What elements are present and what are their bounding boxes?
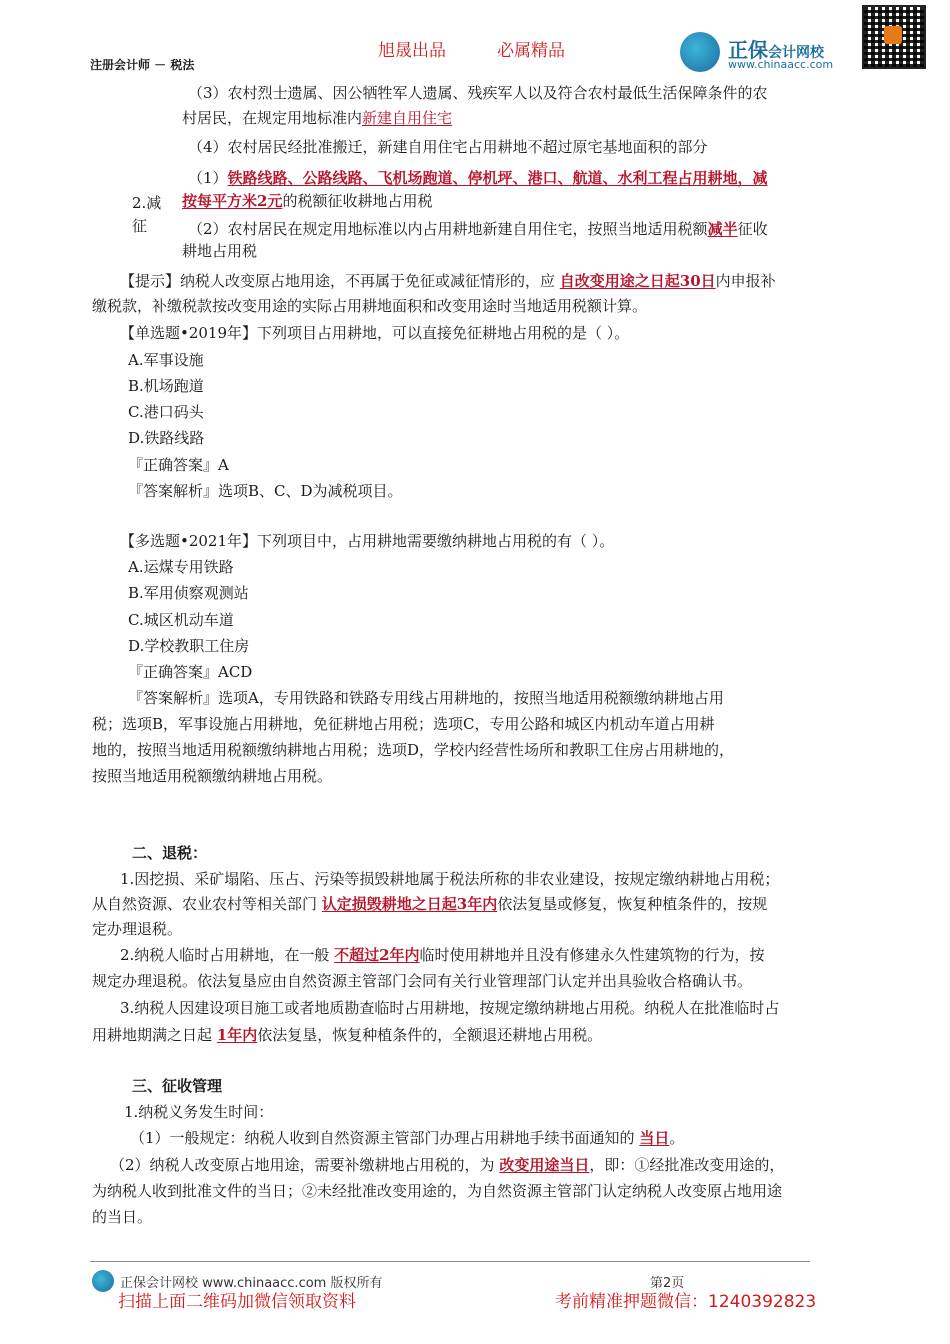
q2-analysis-line: 按照当地适用税额缴纳耕地占用税。 [92, 767, 333, 785]
qr-badge-icon [884, 26, 902, 44]
q2-title: 【多选题•2021年】下列项目中，占用耕地需要缴纳耕地占用税的有（ ）。 [120, 532, 615, 550]
brand-url: www.chinaacc.com [728, 58, 834, 71]
q2-option-b: B.军用侦察观测站 [128, 584, 249, 602]
collect-heading: 三、征收管理 [132, 1077, 223, 1095]
reduce-item2-b: 征收 [737, 220, 768, 238]
q1-option-b: B.机场跑道 [128, 377, 204, 395]
refund-heading: 二、退税： [132, 844, 208, 862]
tip-a: 【提示】纳税人改变原占地用途，不再属于免征或减征情形的，应 [120, 272, 560, 290]
reduce-item2-red: 减半 [707, 220, 738, 238]
exempt-highlight: 新建自用住宅 [362, 109, 453, 127]
refund-p3-b: 用耕地期满之日起 [92, 1026, 217, 1044]
doc-title: 注册会计师 － 税法 [90, 58, 195, 72]
q1-analysis: 『答案解析』选项B、C、D为减税项目。 [128, 482, 403, 500]
collect-l4: 为纳税人收到批准文件的当日；②未经批准改变用途的，为自然资源主管部门认定纳税人改变原占地用途 [92, 1182, 783, 1200]
q1-option-d: D.铁路线路 [128, 429, 205, 447]
slogan-right: 必属精品 [497, 41, 565, 61]
q1-answer: 『正确答案』A [128, 456, 229, 474]
q1-option-a: A.军事设施 [128, 351, 204, 369]
tip-c: 缴税款，补缴税款按改变用途的实际占用耕地面积和改变用途时当地适用税额计算。 [92, 297, 648, 315]
collect-l3-b: ，即：①经批准改变用途的， [589, 1156, 785, 1174]
refund-p2-red: 不超过2年内 [334, 946, 420, 964]
refund-p2-a: 2.纳税人临时占用耕地，在一般 [120, 946, 335, 964]
collect-l3-a: （2）纳税人改变原占地用途，需要补缴耕地占用税的，为 [110, 1156, 500, 1174]
refund-p1-c: 依法复垦或修复，恢复种植条件的，按规 [497, 895, 768, 913]
refund-p1-red: 认定损毁耕地之日起3年内 [321, 895, 498, 913]
reduce-label-1: 2.减 [132, 194, 162, 212]
q2-option-a: A.运煤专用铁路 [128, 558, 234, 576]
brand-logo [680, 30, 855, 74]
refund-p3-a: 3.纳税人因建设项目施工或者地质勘查临时占用耕地，按规定缴纳耕地占用税。纳税人在批准临时占 [120, 999, 780, 1017]
collect-l3-red: 改变用途当日 [499, 1156, 590, 1174]
collect-l2-b: 。 [669, 1129, 685, 1147]
q2-option-d: D.学校教职工住房 [128, 637, 250, 655]
q2-option-c: C.城区机动车道 [128, 611, 234, 629]
q2-analysis-line: 地的，按照当地适用税额缴纳耕地占用税；选项D，学校内经营性场所和教职工住房占用耕地的， [92, 741, 735, 759]
tip-red: 自改变用途之日起30日 [559, 272, 716, 290]
promo-right-number: 1240392823 [708, 1292, 817, 1312]
slogan-left: 旭晟出品 [378, 41, 446, 61]
refund-p1-b: 从自然资源、农业农村等相关部门 [92, 895, 322, 913]
brand-name: 正保 [728, 38, 768, 62]
footer-copyright: 正保会计网校 www.chinaacc.com 版权所有 [120, 1276, 383, 1291]
reduce-item1-tail: 的税额征收耕地占用税 [282, 192, 433, 210]
reduce-item1-prefix: （1） [188, 169, 228, 187]
q2-analysis-line: 『答案解析』选项A，专用铁路和铁路专用线占用耕地的，按照当地适用税额缴纳耕地占用 [128, 689, 724, 707]
refund-p3-c: 依法复垦，恢复种植条件的，全额退还耕地占用税。 [257, 1026, 603, 1044]
reduce-label-2: 征 [132, 217, 148, 235]
q2-analysis-line: 税；选项B，军事设施占用耕地，免征耕地占用税；选项C，专用公路和城区内机动车道占用耕 [92, 715, 715, 733]
footer-logo-icon [92, 1270, 114, 1292]
brand-logo-icon [680, 32, 720, 72]
collect-l2-a: （1）一般规定：纳税人收到自然资源主管部门办理占用耕地手续书面通知的 [130, 1129, 640, 1147]
refund-p2-b: 临时使用耕地并且没有修建永久性建筑物的行为，按 [419, 946, 765, 964]
refund-p3-red: 1年内 [216, 1026, 258, 1044]
exempt-item-3a: （3）农村烈士遗属、因公牺牲军人遗属、残疾军人以及符合农村最低生活保障条件的农 [188, 84, 768, 102]
footer-divider [90, 1261, 810, 1262]
refund-p2-c: 规定办理退税。依法复垦应由自然资源主管部门会同有关行业管理部门认定并出具验收合格确认书。 [92, 972, 753, 990]
exempt-item-4: （4）农村居民经批准搬迁，新建自用住宅占用耕地不超过原宅基地面积的部分 [188, 138, 708, 156]
reduce-item1-red-a: 铁路线路、公路线路、飞机场跑道、停机坪、港口、航道、水利工程占用耕地，减 [227, 169, 768, 187]
q1-option-c: C.港口码头 [128, 403, 204, 421]
q2-answer: 『正确答案』ACD [128, 663, 253, 681]
collect-l5: 的当日。 [92, 1208, 153, 1226]
refund-p1-d: 定办理退税。 [92, 920, 183, 938]
reduce-item2-a: （2）农村居民在规定用地标准以内占用耕地新建自用住宅，按照当地适用税额 [188, 220, 708, 238]
footer-page: 第2页 [650, 1276, 685, 1291]
collect-l1: 1.纳税义务发生时间： [124, 1103, 274, 1121]
exempt-item-3b: 村居民，在规定用地标准内 [182, 109, 363, 127]
refund-p1-a: 1.因挖损、采矿塌陷、压占、污染等损毁耕地属于税法所称的非农业建设，按规定缴纳耕地占用税； [120, 870, 780, 888]
brand-suffix: 会计网校 [768, 45, 824, 61]
collect-l2-red: 当日 [639, 1129, 670, 1147]
reduce-item1-red-b: 按每平方米2元 [182, 192, 283, 210]
q1-title: 【单选题•2019年】下列项目占用耕地，可以直接免征耕地占用税的是（ ）。 [120, 324, 630, 342]
promo-right-label: 考前精准押题微信： [555, 1292, 708, 1312]
tip-b: 内申报补 [715, 272, 776, 290]
reduce-item2-c: 耕地占用税 [182, 242, 258, 260]
promo-left: 扫描上面二维码加微信领取资料 [118, 1292, 356, 1312]
